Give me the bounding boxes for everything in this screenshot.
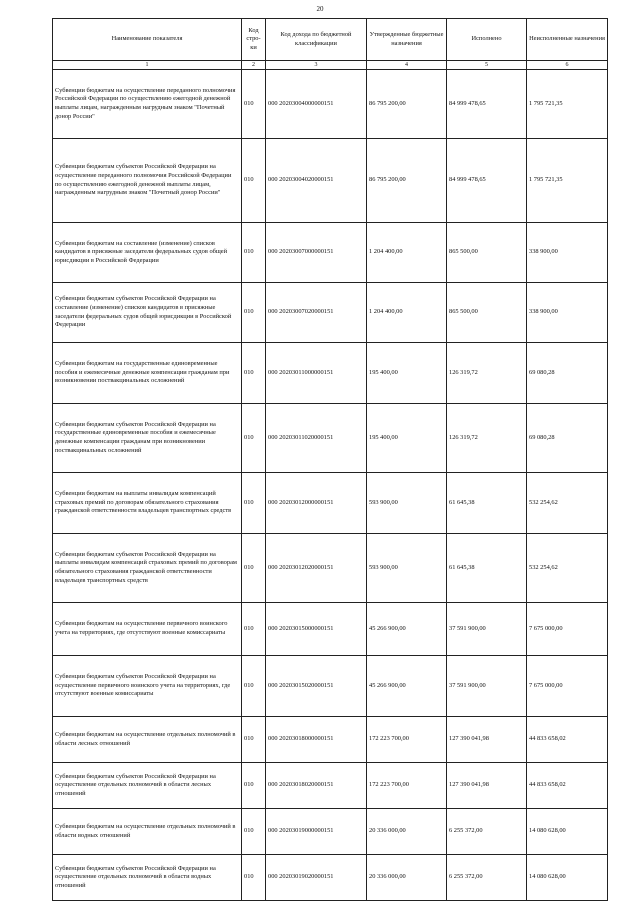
row-name-cell: Субвенции бюджетам на осуществление отдельных полномочий в области лесных отношений [53, 717, 242, 763]
table-row [53, 223, 608, 283]
table-row [53, 70, 608, 139]
table-row [53, 343, 608, 404]
row-unexecuted-cell: 44 833 658,02 [527, 717, 608, 763]
row-executed-cell: 37 591 900,00 [447, 656, 527, 717]
table-row [53, 404, 608, 473]
row-unexecuted-cell: 338 900,00 [527, 223, 608, 283]
row-approved-cell: 593 900,00 [367, 534, 447, 603]
row-code-cell: 010 [242, 656, 266, 717]
row-code-cell: 010 [242, 404, 266, 473]
table-row [53, 855, 608, 901]
row-unexecuted-cell: 44 833 658,02 [527, 763, 608, 809]
row-code-cell: 010 [242, 473, 266, 534]
row-unexecuted-cell: 14 080 628,00 [527, 855, 608, 901]
row-budget-code-cell: 000 20203004000000151 [266, 70, 367, 139]
row-approved-cell: 86 795 200,00 [367, 139, 447, 223]
row-code-cell: 010 [242, 603, 266, 656]
table-row [53, 809, 608, 855]
row-budget-code-cell: 000 20203007020000151 [266, 283, 367, 343]
row-code-cell: 010 [242, 343, 266, 404]
row-unexecuted-cell: 69 080,28 [527, 343, 608, 404]
row-executed-cell: 37 591 900,00 [447, 603, 527, 656]
row-executed-cell: 127 390 041,98 [447, 763, 527, 809]
row-budget-code-cell: 000 20203018000000151 [266, 717, 367, 763]
row-code-cell: 010 [242, 534, 266, 603]
row-executed-cell: 6 255 372,00 [447, 855, 527, 901]
row-name-cell: Субвенции бюджетам на осуществление переданного полномочия Российской Федерации по осуществлению ежегодной денежной выплаты лицам, награжденным нагрудным знаком "Почетный донор России" [53, 70, 242, 139]
row-executed-cell: 61 645,38 [447, 534, 527, 603]
row-budget-code-cell: 000 20203015000000151 [266, 603, 367, 656]
row-name-cell: Субвенции бюджетам субъектов Российской Федерации на осуществление отдельных полномочий в области водных отношений [53, 855, 242, 901]
row-budget-code-cell: 000 20203007000000151 [266, 223, 367, 283]
row-name-cell: Субвенции бюджетам на выплаты инвалидам компенсаций страховых премий по договорам обязательного страхования гражданской ответственности владельцев транспортных средств [53, 473, 242, 534]
row-budget-code-cell: 000 20203012020000151 [266, 534, 367, 603]
row-name-cell: Субвенции бюджетам субъектов Российской Федерации на составление (изменение) списков кандидатов в присяжные заседатели федеральных судов общей юрисдикции в Российской Федерации [53, 283, 242, 343]
row-approved-cell: 172 223 700,00 [367, 717, 447, 763]
table-row [53, 473, 608, 534]
row-budget-code-cell: 000 20203012000000151 [266, 473, 367, 534]
row-code-cell: 010 [242, 139, 266, 223]
table-body [53, 70, 608, 901]
row-executed-cell: 865 500,00 [447, 223, 527, 283]
header-code: Код стро-ки [242, 19, 266, 61]
table-row [53, 603, 608, 656]
row-budget-code-cell: 000 20203019000000151 [266, 809, 367, 855]
row-unexecuted-cell: 1 795 721,35 [527, 70, 608, 139]
header-executed: Исполнено [447, 19, 527, 61]
row-executed-cell: 84 999 478,65 [447, 139, 527, 223]
row-budget-code-cell: 000 20203011000000151 [266, 343, 367, 404]
row-executed-cell: 865 500,00 [447, 283, 527, 343]
row-budget-code-cell: 000 20203011020000151 [266, 404, 367, 473]
row-code-cell: 010 [242, 223, 266, 283]
table-row [53, 534, 608, 603]
row-unexecuted-cell: 69 080,28 [527, 404, 608, 473]
column-number: 2 [242, 61, 266, 70]
column-number-row [53, 61, 608, 70]
row-code-cell: 010 [242, 855, 266, 901]
column-number: 1 [53, 61, 242, 70]
row-name-cell: Субвенции бюджетам на составление (изменение) списков кандидатов в присяжные заседатели федеральных судов общей юрисдикции в Российской Федерации [53, 223, 242, 283]
row-budget-code-cell: 000 20203018020000151 [266, 763, 367, 809]
row-budget-code-cell: 000 20203004020000151 [266, 139, 367, 223]
row-executed-cell: 61 645,38 [447, 473, 527, 534]
row-approved-cell: 86 795 200,00 [367, 70, 447, 139]
row-unexecuted-cell: 338 900,00 [527, 283, 608, 343]
row-executed-cell: 84 999 478,65 [447, 70, 527, 139]
row-code-cell: 010 [242, 717, 266, 763]
header-name: Наименование показателя [53, 19, 242, 61]
row-unexecuted-cell: 1 795 721,35 [527, 139, 608, 223]
row-approved-cell: 1 204 400,00 [367, 223, 447, 283]
row-executed-cell: 6 255 372,00 [447, 809, 527, 855]
column-number: 4 [367, 61, 447, 70]
header-approved: Утвержденные бюджетные назначения [367, 19, 447, 61]
row-approved-cell: 195 400,00 [367, 343, 447, 404]
row-budget-code-cell: 000 20203019020000151 [266, 855, 367, 901]
report-table [52, 18, 608, 901]
column-number: 5 [447, 61, 527, 70]
table-row [53, 763, 608, 809]
row-unexecuted-cell: 532 254,62 [527, 473, 608, 534]
row-approved-cell: 1 204 400,00 [367, 283, 447, 343]
column-number: 3 [266, 61, 367, 70]
row-executed-cell: 126 319,72 [447, 404, 527, 473]
row-approved-cell: 593 900,00 [367, 473, 447, 534]
table-row [53, 283, 608, 343]
row-name-cell: Субвенции бюджетам на государственные единовременные пособия и ежемесячные денежные компенсации гражданам при возникновении поствакцинальных осложнений [53, 343, 242, 404]
row-name-cell: Субвенции бюджетам субъектов Российской Федерации на государственные единовременные пособия и ежемесячные денежные компенсации гражданам при возникновении поствакцинальных осложнений [53, 404, 242, 473]
row-unexecuted-cell: 532 254,62 [527, 534, 608, 603]
row-approved-cell: 20 336 000,00 [367, 809, 447, 855]
header-unexecuted: Неисполненные назначения [527, 19, 608, 61]
row-unexecuted-cell: 7 675 000,00 [527, 603, 608, 656]
row-approved-cell: 20 336 000,00 [367, 855, 447, 901]
row-name-cell: Субвенции бюджетам субъектов Российской Федерации на осуществление отдельных полномочий в области лесных отношений [53, 763, 242, 809]
row-budget-code-cell: 000 20203015020000151 [266, 656, 367, 717]
row-executed-cell: 126 319,72 [447, 343, 527, 404]
row-name-cell: Субвенции бюджетам субъектов Российской Федерации на осуществление переданного полномочия Российской Федерации по осуществлению ежегодной денежной выплаты лицам, награжденным нагрудным знаком "Почетный донор России" [53, 139, 242, 223]
row-approved-cell: 172 223 700,00 [367, 763, 447, 809]
page-number: 20 [316, 5, 324, 13]
header-budget-code: Код дохода по бюджетной классификации [266, 19, 367, 61]
row-approved-cell: 45 266 900,00 [367, 656, 447, 717]
row-name-cell: Субвенции бюджетам субъектов Российской Федерации на осуществление первичного воинского учета на территориях, где отсутствуют военные комиссариаты [53, 656, 242, 717]
row-approved-cell: 195 400,00 [367, 404, 447, 473]
row-unexecuted-cell: 14 080 628,00 [527, 809, 608, 855]
row-unexecuted-cell: 7 675 000,00 [527, 656, 608, 717]
column-number: 6 [527, 61, 608, 70]
table-row [53, 139, 608, 223]
row-code-cell: 010 [242, 809, 266, 855]
row-code-cell: 010 [242, 70, 266, 139]
table-row [53, 656, 608, 717]
row-code-cell: 010 [242, 763, 266, 809]
row-name-cell: Субвенции бюджетам на осуществление отдельных полномочий в области водных отношений [53, 809, 242, 855]
row-name-cell: Субвенции бюджетам субъектов Российской Федерации на выплаты инвалидам компенсаций страховых премий по договорам обязательного страхования гражданской ответственности владельцев транспортных средств [53, 534, 242, 603]
row-name-cell: Субвенции бюджетам на осуществление первичного воинского учета на территориях, где отсутствуют военные комиссариаты [53, 603, 242, 656]
header-row [53, 19, 608, 61]
table-row [53, 717, 608, 763]
row-executed-cell: 127 390 041,98 [447, 717, 527, 763]
row-approved-cell: 45 266 900,00 [367, 603, 447, 656]
row-code-cell: 010 [242, 283, 266, 343]
